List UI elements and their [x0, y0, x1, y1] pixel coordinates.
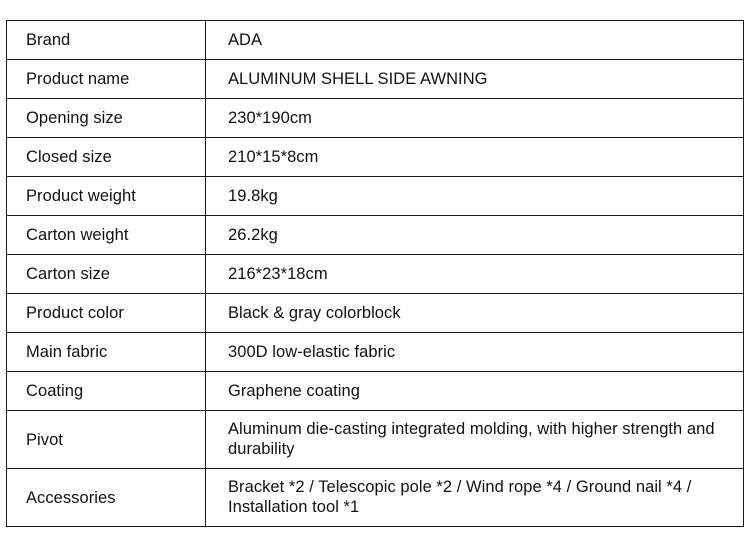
spec-row-product-color: [7, 294, 744, 333]
spec-value: Aluminum die-casting integrated molding, with higher strength and durability: [206, 411, 744, 469]
spec-value: 300D low-elastic fabric: [206, 333, 744, 372]
spec-value: 230*190cm: [206, 99, 744, 138]
spec-value: ALUMINUM SHELL SIDE AWNING: [206, 60, 744, 99]
spec-row-product-name: [7, 60, 744, 99]
spec-value: Graphene coating: [206, 372, 744, 411]
spec-value: 19.8kg: [206, 177, 744, 216]
spec-row-product-weight: [7, 177, 744, 216]
spec-row-main-fabric: [7, 333, 744, 372]
spec-label: Closed size: [7, 138, 206, 177]
spec-value: Black & gray colorblock: [206, 294, 744, 333]
spec-label: Opening size: [7, 99, 206, 138]
spec-row-carton-size: [7, 255, 744, 294]
spec-value: Bracket *2 / Telescopic pole *2 / Wind rope *4 / Ground nail *4 / Installation tool *1: [206, 469, 744, 527]
spec-row-accessories: [7, 469, 744, 527]
spec-label: Pivot: [7, 411, 206, 469]
spec-label: Main fabric: [7, 333, 206, 372]
spec-label: Carton size: [7, 255, 206, 294]
spec-label: Product name: [7, 60, 206, 99]
product-spec-table: [6, 20, 744, 527]
spec-value: 26.2kg: [206, 216, 744, 255]
spec-row-pivot: [7, 411, 744, 469]
spec-label: Product weight: [7, 177, 206, 216]
spec-row-coating: [7, 372, 744, 411]
spec-label: Brand: [7, 21, 206, 60]
spec-label: Coating: [7, 372, 206, 411]
spec-value: 210*15*8cm: [206, 138, 744, 177]
spec-label: Accessories: [7, 469, 206, 527]
spec-value: 216*23*18cm: [206, 255, 744, 294]
spec-label: Carton weight: [7, 216, 206, 255]
spec-label: Product color: [7, 294, 206, 333]
spec-row-brand: [7, 21, 744, 60]
spec-value: ADA: [206, 21, 744, 60]
spec-row-carton-weight: [7, 216, 744, 255]
spec-row-opening-size: [7, 99, 744, 138]
spec-row-closed-size: [7, 138, 744, 177]
